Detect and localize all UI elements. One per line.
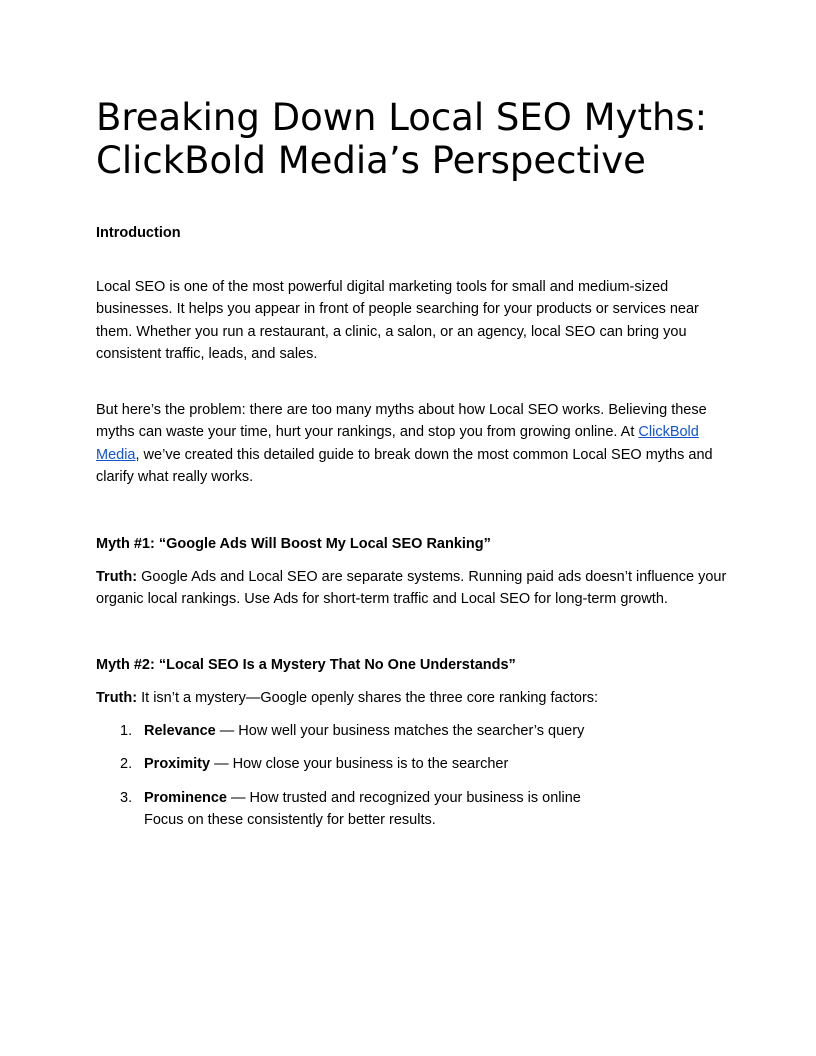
intro-heading: Introduction bbox=[96, 225, 181, 241]
myth-1-heading: Myth #1: “Google Ads Will Boost My Local SEO Ranking” bbox=[96, 536, 491, 552]
intro-p1-line: businesses. It helps you appear in front of people searching for your products or services near bbox=[96, 301, 699, 318]
list-number: 3. bbox=[120, 790, 133, 806]
truth-label: Truth: bbox=[96, 690, 138, 706]
myth-2-truth-line bbox=[96, 687, 720, 709]
intro-p1-line: consistent traffic, leads, and sales. bbox=[96, 345, 318, 362]
factor-term: Proximity bbox=[144, 756, 211, 772]
myth-2-truth bbox=[96, 687, 720, 709]
intro-p1-line: them. Whether you run a restaurant, a clinic, a salon, or an agency, local SEO can bring you bbox=[96, 323, 687, 340]
truth-text: Google Ads and Local SEO are separate systems. Running paid ads doesn’t influence your bbox=[137, 569, 727, 585]
page-title bbox=[96, 96, 736, 182]
truth-text: It isn’t a mystery—Google openly shares the three core ranking factors: bbox=[137, 690, 599, 706]
factor-desc: — How trusted and recognized your business is online bbox=[227, 790, 581, 806]
intro-paragraph-1 bbox=[96, 276, 720, 365]
title-line-1: Breaking Down Local SEO Myths: bbox=[96, 96, 708, 139]
ranking-factor-item bbox=[120, 753, 508, 775]
closing-line: Focus on these consistently for better results. bbox=[144, 812, 436, 829]
myth-1-truth-line bbox=[96, 566, 727, 588]
myth-1-truth bbox=[96, 566, 727, 611]
factor-term: Relevance bbox=[144, 723, 216, 739]
intro-p2-line bbox=[96, 444, 720, 466]
intro-p2-line: clarify what really works. bbox=[96, 468, 254, 485]
intro-p2-line bbox=[96, 421, 720, 443]
intro-p2-text: myths can waste your time, hurt your rankings, and stop you from growing online. At bbox=[96, 424, 639, 441]
factor-desc: — How well your business matches the searcher’s query bbox=[215, 723, 585, 739]
clickbold-media-link-continued[interactable]: Media bbox=[96, 446, 136, 463]
intro-paragraph-2 bbox=[96, 399, 720, 488]
myth-1-truth-line: organic local rankings. Use Ads for short-term traffic and Local SEO for long-term growth. bbox=[96, 591, 668, 608]
intro-p2-line: But here’s the problem: there are too many myths about how Local SEO works. Believing these bbox=[96, 402, 707, 418]
list-number: 2. bbox=[120, 756, 133, 772]
factor-term: Prominence bbox=[144, 790, 227, 806]
list-number: 1. bbox=[120, 723, 133, 739]
title-line-2: ClickBold Media’s Perspective bbox=[96, 139, 646, 182]
myth-2-heading: Myth #2: “Local SEO Is a Mystery That No One Understands” bbox=[96, 657, 516, 673]
factor-desc: — How close your business is to the searcher bbox=[210, 756, 509, 772]
ranking-factor-item bbox=[120, 787, 581, 832]
truth-label: Truth: bbox=[96, 569, 138, 585]
clickbold-media-link[interactable]: ClickBold bbox=[638, 424, 699, 441]
intro-p1-line: Local SEO is one of the most powerful digital marketing tools for small and medium-sized bbox=[96, 279, 669, 295]
ranking-factor-item bbox=[120, 720, 584, 742]
intro-p2-text: , we’ve created this detailed guide to break down the most common Local SEO myths and bbox=[135, 446, 713, 463]
